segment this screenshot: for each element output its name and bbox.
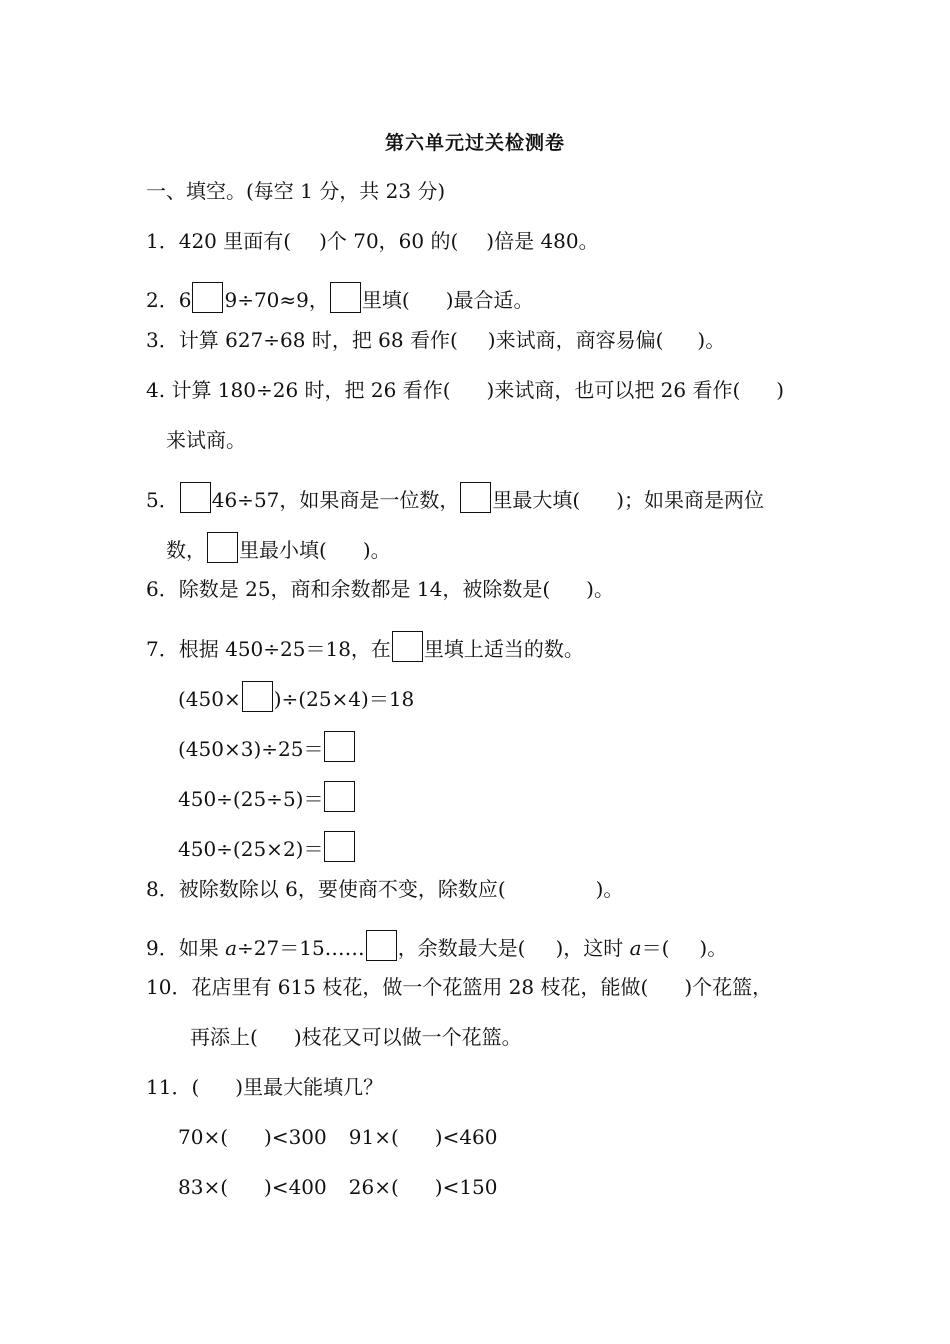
answer-box[interactable] xyxy=(242,681,273,712)
question-7-eq2 xyxy=(178,731,356,762)
question-text: )来试商，也可以把 26 看作( xyxy=(486,378,741,402)
question-text: 83×( xyxy=(178,1175,229,1199)
question-text: )。 xyxy=(362,538,391,562)
question-text: 450÷(25÷5)＝ xyxy=(178,787,324,811)
question-text: )<400 xyxy=(264,1175,327,1199)
question-text: 花店里有 615 枝花，做一个花篮用 28 枝花，能做( xyxy=(191,975,649,999)
question-text: 除数是 25，商和余数都是 14，被除数是( xyxy=(178,577,551,601)
question-text: )÷(25×4)＝18 xyxy=(273,687,415,711)
question-text: a xyxy=(225,936,238,960)
section-heading xyxy=(146,178,445,204)
page-title: 第六单元过关检测卷 xyxy=(384,132,565,154)
question-text: ÷27＝15…… xyxy=(237,936,365,960)
question-4 xyxy=(146,377,784,403)
question-text: )个花篮， xyxy=(684,975,773,999)
question-text: 根据 450÷25＝18，在 xyxy=(178,637,391,661)
question-text: 里填上适当的数。 xyxy=(423,637,584,661)
question-text: 420 里面有( xyxy=(178,229,292,253)
answer-box[interactable] xyxy=(192,282,223,313)
question-5 xyxy=(146,482,764,513)
question-text: 3． xyxy=(146,328,179,352)
answer-box[interactable] xyxy=(366,930,397,961)
question-text: )<300 xyxy=(264,1125,327,1149)
question-text: 里最小填( xyxy=(239,538,327,562)
question-text: 来试商。 xyxy=(166,428,246,452)
question-text: 一、填空。(每空 1 分，共 23 分) xyxy=(146,179,446,203)
question-text: ，余数最大是( xyxy=(397,936,526,960)
question-text: )枝花又可以做一个花篮。 xyxy=(293,1025,522,1049)
question-text: 4. xyxy=(146,378,172,402)
question-2 xyxy=(146,282,534,313)
answer-box[interactable] xyxy=(392,631,423,662)
question-10 xyxy=(146,974,772,1000)
question-text: 6 xyxy=(178,288,192,312)
question-text: 46÷57，如果商是一位数， xyxy=(211,488,460,512)
question-text: 11． xyxy=(146,1075,192,1099)
question-10-cont xyxy=(190,1024,522,1050)
question-text: 计算 180÷26 时，把 26 看作( xyxy=(171,378,451,402)
question-text: )来试商，商容易偏( xyxy=(487,328,664,352)
question-9 xyxy=(146,930,727,961)
question-text: )。 xyxy=(697,328,726,352)
answer-box[interactable] xyxy=(324,831,355,862)
question-7-eq4 xyxy=(178,831,356,862)
question-text: 6． xyxy=(146,577,179,601)
answer-box[interactable] xyxy=(460,482,491,513)
question-5-cont xyxy=(166,532,391,563)
question-text: ( xyxy=(191,1075,200,1099)
question-text: 被除数除以 6，要使商不变，除数应( xyxy=(178,877,506,901)
answer-box[interactable] xyxy=(330,282,361,313)
question-text: 9÷70≈9， xyxy=(224,288,329,312)
question-7-eq1 xyxy=(178,681,414,712)
question-text: )，这时 xyxy=(555,936,630,960)
question-text: 计算 627÷68 时，把 68 看作( xyxy=(178,328,458,352)
question-text: 1． xyxy=(146,229,179,253)
question-text: 5． xyxy=(146,488,179,512)
question-text: ＝( xyxy=(641,936,670,960)
question-7-eq3 xyxy=(178,781,356,812)
question-text: 2． xyxy=(146,288,179,312)
question-text: (450×3)÷25＝ xyxy=(178,737,324,761)
question-text: 7． xyxy=(146,637,179,661)
answer-box[interactable] xyxy=(207,532,238,563)
answer-box[interactable] xyxy=(324,731,355,762)
question-text: a xyxy=(629,936,642,960)
question-text: 再添上( xyxy=(190,1025,258,1049)
question-text: 里填( xyxy=(361,288,410,312)
question-4-cont xyxy=(166,427,246,453)
question-text: )倍是 480。 xyxy=(486,229,599,253)
question-11-row1 xyxy=(178,1124,498,1150)
question-text: 8． xyxy=(146,877,179,901)
question-text: 91×( xyxy=(348,1125,399,1149)
question-text: )。 xyxy=(586,577,614,601)
answer-box[interactable] xyxy=(180,482,211,513)
question-text: 数， xyxy=(166,538,206,562)
question-text: 450÷(25×2)＝ xyxy=(178,837,324,861)
question-text: )里最大能填几？ xyxy=(235,1075,384,1099)
question-text: 9． xyxy=(146,936,179,960)
question-text: 如果 xyxy=(178,936,226,960)
question-text: 70×( xyxy=(178,1125,229,1149)
question-6 xyxy=(146,576,614,602)
question-text: ) xyxy=(776,378,785,402)
question-text: )个 70，60 的( xyxy=(319,229,459,253)
question-text: (450× xyxy=(178,687,241,711)
question-text: )；如果商是两位 xyxy=(616,488,765,512)
question-8 xyxy=(146,876,623,902)
question-text: 26×( xyxy=(348,1175,399,1199)
question-11 xyxy=(146,1074,383,1100)
question-text: )。 xyxy=(699,936,728,960)
question-text: )。 xyxy=(595,877,624,901)
question-3 xyxy=(146,327,725,353)
answer-box[interactable] xyxy=(324,781,355,812)
question-text: )最合适。 xyxy=(445,288,534,312)
question-1 xyxy=(146,228,599,254)
question-text: 里最大填( xyxy=(492,488,581,512)
question-text: )<460 xyxy=(434,1125,498,1149)
question-11-row2 xyxy=(178,1174,498,1200)
question-text: )<150 xyxy=(434,1175,498,1199)
question-7 xyxy=(146,631,584,662)
question-text: 10． xyxy=(146,975,192,999)
